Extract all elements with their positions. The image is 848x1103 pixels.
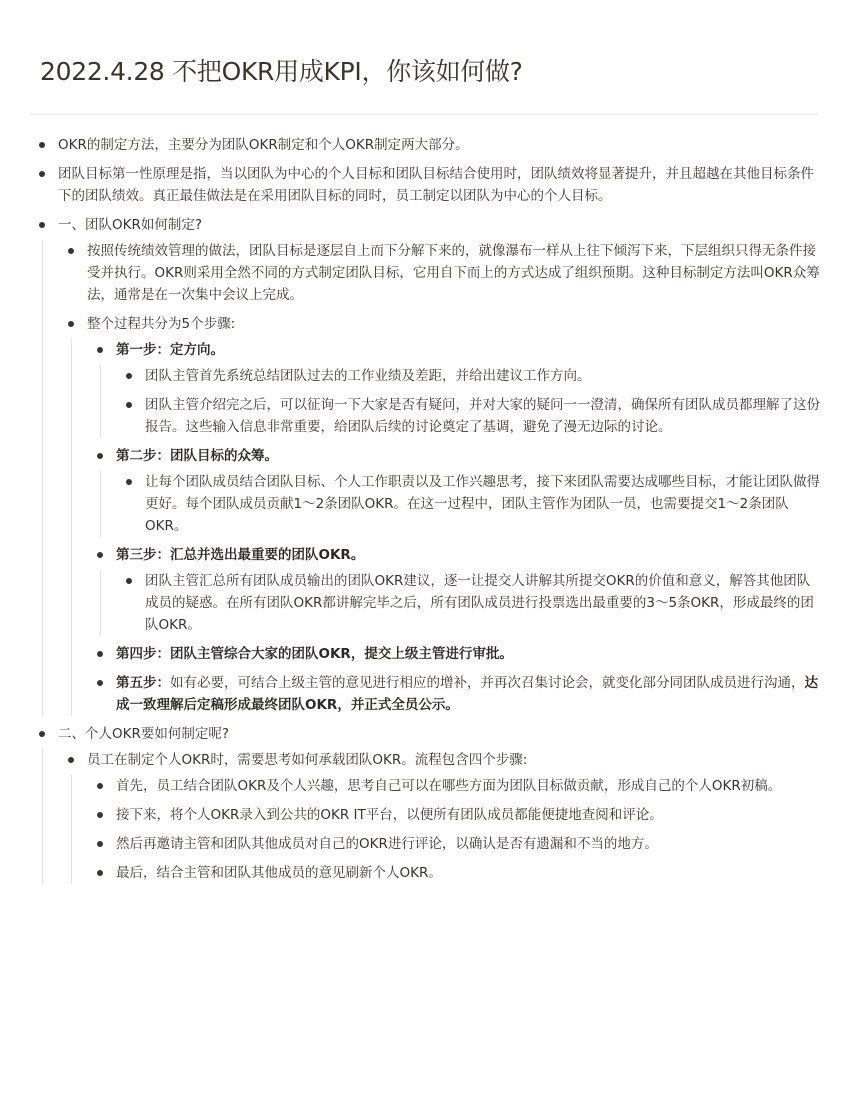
nested-list [100, 471, 822, 537]
list-item [30, 134, 822, 156]
item-text: 团队主管首先系统总结团队过去的工作业绩及差距，并给出建议工作方向。 [145, 368, 591, 384]
steps-list [71, 339, 822, 716]
bullet-icon [97, 680, 103, 686]
item-text: 然后再邀请主管和团队其他成员对自己的OKR进行评论，以确认是否有遗漏和不当的地方。 [116, 836, 658, 852]
section-team-okr [30, 214, 822, 716]
list-item [88, 775, 822, 797]
list-item [117, 471, 822, 537]
list-item [59, 313, 822, 716]
step-item [88, 643, 822, 665]
outline-list [30, 134, 822, 884]
bullet-icon [126, 402, 132, 408]
nested-list [42, 240, 822, 716]
step-emphasis: 达成一致理解后定稿形成最终团队OKR，并正式全员公示。 [116, 675, 818, 713]
nested-list [100, 365, 822, 438]
list-item [30, 163, 822, 207]
bullet-icon [68, 757, 74, 763]
bullet-icon [97, 651, 103, 657]
step-heading: 第二步：团队目标的众筹。 [116, 448, 278, 464]
bullet-icon [97, 453, 103, 459]
item-text: 最后，结合主管和团队其他成员的意见刷新个人OKR。 [116, 865, 442, 881]
item-text: 首先，员工结合团队OKR及个人兴趣，思考自己可以在哪些方面为团队目标做贡献，形成自己的个人OKR初稿。 [116, 778, 782, 794]
nested-list [42, 749, 822, 884]
bullet-icon [97, 841, 103, 847]
bullet-icon [39, 142, 45, 148]
bullet-icon [97, 347, 103, 353]
section-heading: 一、团队OKR如何制定? [58, 217, 203, 233]
title-divider [30, 114, 818, 115]
step-item [88, 672, 822, 716]
nested-list [100, 570, 822, 636]
list-item [88, 862, 822, 884]
step-heading: 第三步：汇总并选出最重要的团队OKR。 [116, 547, 365, 563]
steps-list [71, 775, 822, 884]
outline-content [30, 134, 822, 891]
bullet-icon [97, 552, 103, 558]
bullet-icon [68, 248, 74, 254]
item-text: OKR的制定方法，主要分为团队OKR制定和个人OKR制定两大部分。 [58, 137, 469, 153]
bullet-icon [39, 731, 45, 737]
step-item [88, 339, 822, 438]
item-text: 团队目标第一性原理是指，当以团队为中心的个人目标和团队目标结合使用时，团队绩效将显著提升，并且超越在其他目标条件下的团队绩效。真正最佳做法是在采用团队目标的同时，员工制定以团队为中心的个人目标。 [58, 166, 814, 204]
item-text: 整个过程共分为5个步骤: [87, 316, 236, 332]
bullet-icon [126, 373, 132, 379]
section-heading: 二、个人OKR要如何制定呢? [58, 726, 230, 742]
bullet-icon [97, 812, 103, 818]
step-item [88, 544, 822, 636]
list-item [88, 833, 822, 855]
item-text: 接下来，将个人OKR录入到公共的OKR IT平台，以便所有团队成员都能便捷地查阅和评论。 [116, 807, 663, 823]
list-item [59, 240, 822, 306]
bullet-icon [68, 321, 74, 327]
step-text: 如有必要，可结合上级主管的意见进行相应的增补，并再次召集讨论会，就变化部分同团队成员进行沟通， [170, 675, 805, 691]
bullet-icon [39, 171, 45, 177]
step-heading: 第四步：团队主管综合大家的团队OKR，提交上级主管进行审批。 [116, 646, 513, 662]
list-item [117, 570, 822, 636]
step-heading: 第一步：定方向。 [116, 342, 224, 358]
bullet-icon [39, 222, 45, 228]
bullet-icon [97, 783, 103, 789]
item-text: 团队主管汇总所有团队成员输出的团队OKR建议，逐一让提交人讲解其所提交OKR的价值和意义，解答其他团队成员的疑惑。在所有团队OKR都讲解完毕之后，所有团队成员进行投票选出最重要的3～5条OKR，形成最终的团队OKR。 [145, 573, 814, 633]
bullet-icon [126, 479, 132, 485]
step-item [88, 445, 822, 537]
item-text: 员工在制定个人OKR时，需要思考如何承载团队OKR。流程包含四个步骤: [87, 752, 528, 768]
page-title: 2022.4.28 不把OKR用成KPI，你该如何做? [40, 57, 523, 86]
item-text: 让每个团队成员结合团队目标、个人工作职责以及工作兴趣思考，接下来团队需要达成哪些目标，才能让团队做得更好。每个团队成员贡献1～2条团队OKR。在这一过程中，团队主管作为团队一员，也需要提交1～2条团队OKR。 [145, 474, 820, 534]
list-item [117, 365, 822, 387]
bullet-icon [97, 870, 103, 876]
step-label: 第五步： [116, 675, 170, 691]
item-text: 团队主管介绍完之后，可以征询一下大家是否有疑问，并对大家的疑问一一澄清，确保所有团队成员都理解了这份报告。这些输入信息非常重要，给团队后续的讨论奠定了基调，避免了漫无边际的讨论。 [145, 397, 820, 435]
item-text: 按照传统绩效管理的做法，团队目标是逐层自上而下分解下来的，就像瀑布一样从上往下倾泻下来，下层组织只得无条件接受并执行。OKR则采用全然不同的方式制定团队目标，它用自下而上的方式达成了组织预期。这种目标制定方法叫OKR众筹法，通常是在一次集中会议上完成。 [87, 243, 820, 303]
list-item [88, 804, 822, 826]
section-personal-okr [30, 723, 822, 884]
list-item [59, 749, 822, 884]
list-item [117, 394, 822, 438]
bullet-icon [126, 578, 132, 584]
